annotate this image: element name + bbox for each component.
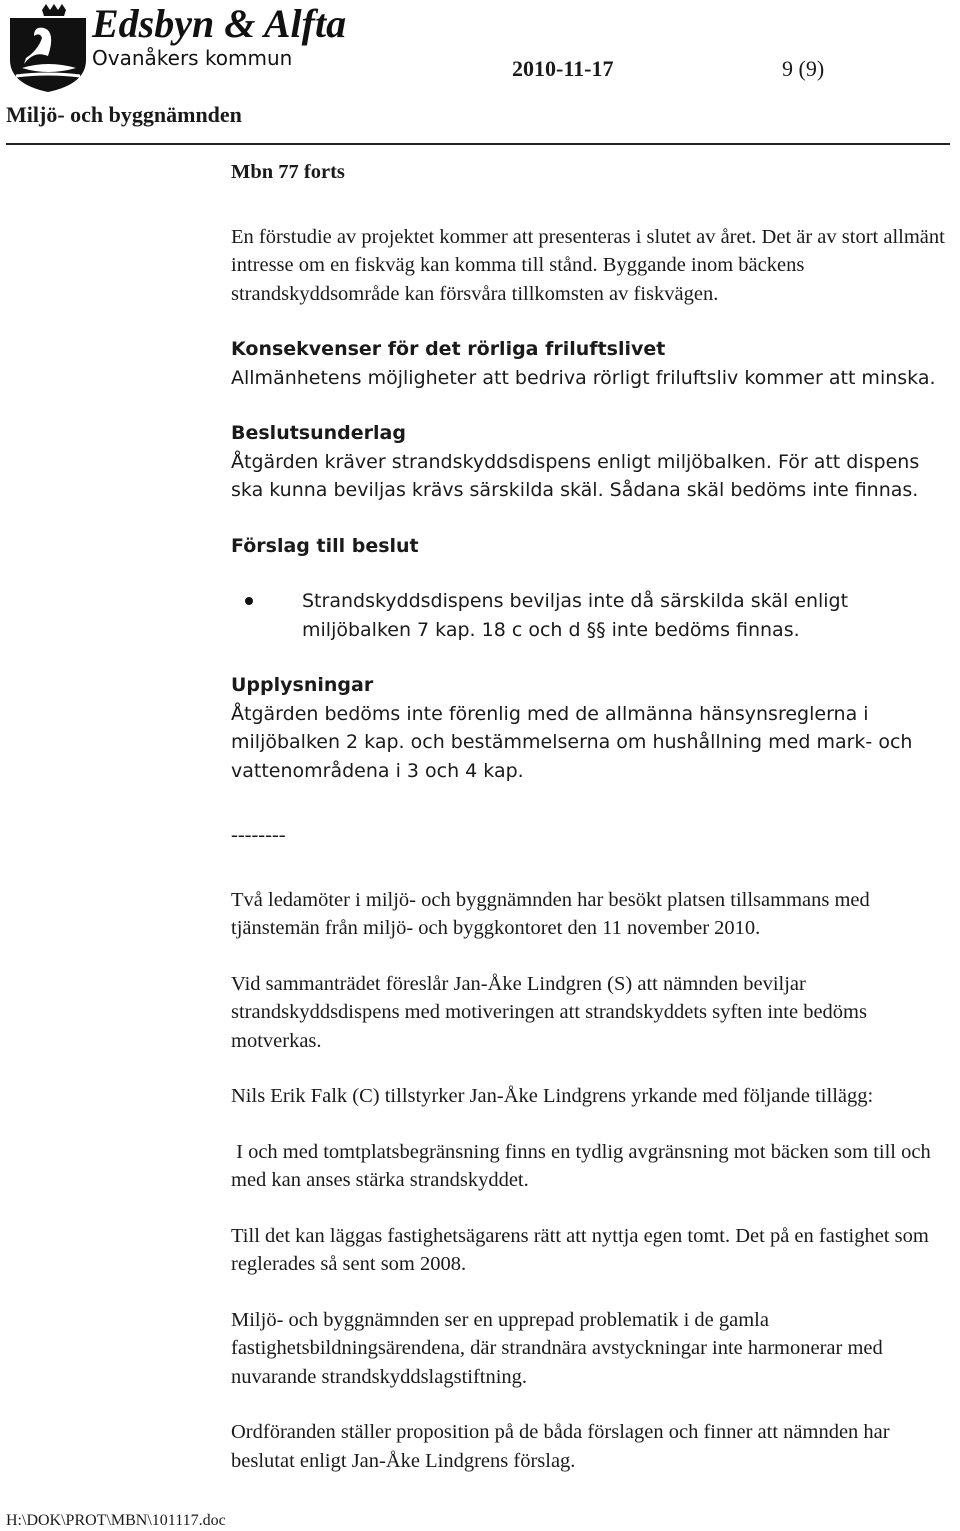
consequences-text: Allmänhetens möjligheter att bedriva rörligt friluftsliv kommer att minska. <box>231 366 936 389</box>
brand-subtitle: Ovanåkers kommun <box>92 46 293 70</box>
paragraph-1: Två ledamöter i miljö- och byggnämnden har besökt platsen tillsammans med tjänstemän från miljö- och byggkontoret den 11 november 2010. <box>231 888 870 939</box>
document-body <box>231 158 957 1475</box>
document-date: 2010-11-17 <box>512 56 614 81</box>
proposal-bullet-text: Strandskyddsdispens beviljas inte då särskilda skäl enligt miljöbalken 7 kap. 18 c och d §§ inte bedöms finnas. <box>302 590 849 641</box>
bullet-icon <box>245 597 253 605</box>
proposal-bullet-item <box>231 587 957 644</box>
paragraph-5: Till det kan läggas fastighetsägarens rätt att nyttja egen tomt. Det på en fastighet som reglerades så sent som 2008. <box>231 1224 929 1275</box>
department-name: Miljö- och byggnämnden <box>6 102 242 127</box>
basis-heading: Beslutsunderlag <box>231 422 406 444</box>
brand-name: Edsbyn & Alfta <box>92 1 347 46</box>
consequences-heading: Konsekvenser för det rörliga friluftslivet <box>231 338 666 360</box>
paragraph-2: Vid sammanträdet föreslår Jan-Åke Lindgren (S) att nämnden beviljar strandskyddsdispens med motiveringen att strandskyddets syften inte bedöms motverkas. <box>231 972 867 1052</box>
crown-icon <box>42 4 66 16</box>
separator: -------- <box>231 824 286 846</box>
intro-paragraph: En förstudie av projektet kommer att presenteras i slutet av året. Det är av stort allmänt intresse om en fiskväg kan komma till stånd. Byggande inom bäckens strandskyddsområde kan försvåra tillkomsten av fiskvägen. <box>231 225 945 305</box>
paragraph-6: Miljö- och byggnämnden ser en upprepad problematik i de gamla fastighetsbildningsärendena, där strandnära avstyckningar inte harmonerar med nuvarande strandskyddslagstiftning. <box>231 1308 883 1388</box>
paragraph-7: Ordföranden ställer proposition på de båda förslagen och finner att nämnden har beslutat enligt Jan-Åke Lindgrens förslag. <box>231 1421 890 1472</box>
paragraph-3: Nils Erik Falk (C) tillstyrker Jan-Åke Lindgrens yrkande med följande tillägg: <box>231 1085 874 1107</box>
info-heading: Upplysningar <box>231 674 374 696</box>
info-text: Åtgärden bedöms inte förenlig med de allmänna hänsynsreglerna i miljöbalken 2 kap. och bestämmelserna om hushållning med mark- och vattenområdena i 3 och 4 kap. <box>231 702 913 782</box>
file-path: H:\DOK\PROT\MBN\101117.doc <box>6 1512 226 1529</box>
header-divider <box>6 143 950 145</box>
paragraph-4: I och med tomtplatsbegränsning finns en tydlig avgränsning mot bäcken som till och med kan anses stärka strandskyddet. <box>231 1140 936 1191</box>
page-number: 9 (9) <box>782 56 825 81</box>
section-title: Mbn 77 forts <box>231 161 345 183</box>
proposal-heading: Förslag till beslut <box>231 534 419 557</box>
basis-text: Åtgärden kräver strandskyddsdispens enligt miljöbalken. För att dispens ska kunna beviljas krävs särskilda skäl. Sådana skäl bedöms inte finnas. <box>231 450 920 501</box>
